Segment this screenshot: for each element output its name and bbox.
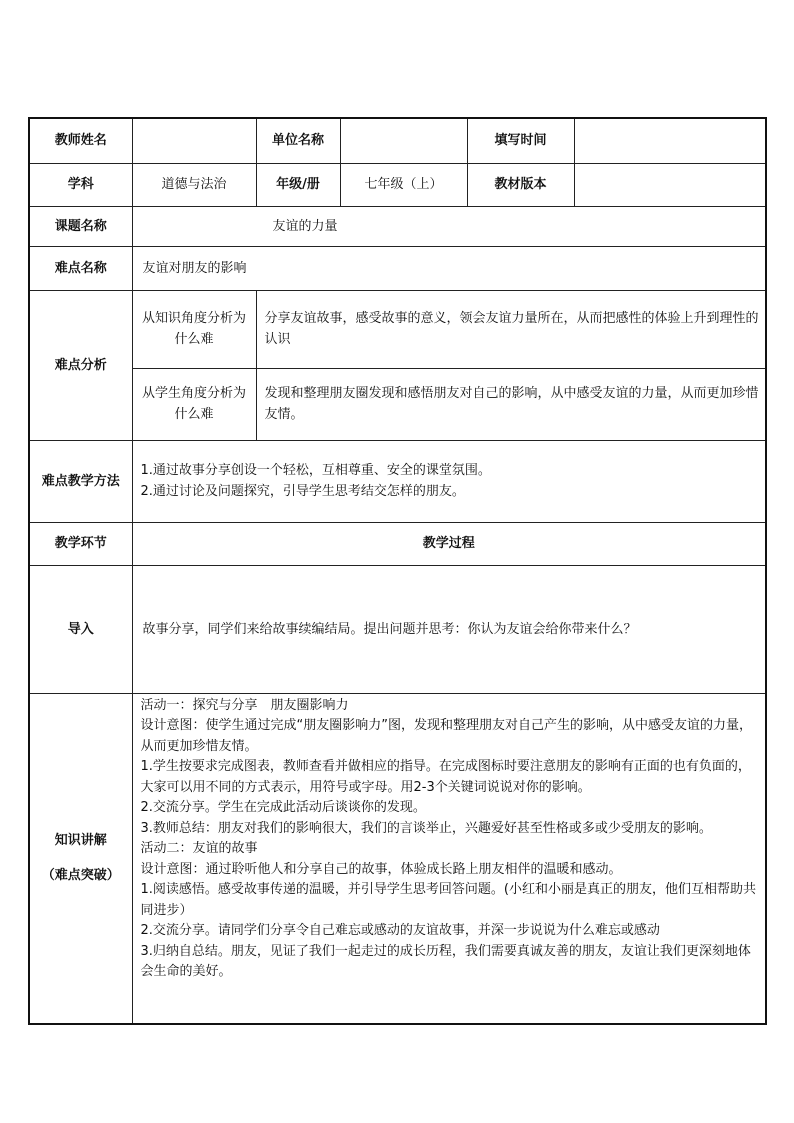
teacher-name-label: 教师姓名 — [29, 118, 132, 163]
topic-value: 友谊的力量 — [132, 206, 766, 246]
grade-label: 年级/册 — [256, 163, 340, 206]
knowledge-line: 1.学生按要求完成图表，教师查看并做相应的指导。在完成图标时要注意朋友的影响有正面的也有负面的，大家可以用不同的方式表示，用符号或字母。用2-3个关键词说说对你的影响。 — [140, 759, 751, 795]
stage-header: 教学环节 — [29, 522, 132, 565]
unit-name-label: 单位名称 — [256, 118, 340, 163]
intro-text: 故事分享，同学们来给故事续编结局。提出问题并思考：你认为友谊会给你带来什么？ — [132, 565, 766, 693]
knowledge-angle-text: 分享友谊故事，感受故事的意义，领会友谊力量所在，从而把感性的体验上升到理性的认识 — [256, 290, 766, 368]
knowledge-row — [29, 693, 766, 1024]
student-angle-text: 发现和整理朋友圈发现和感悟朋友对自己的影响，从中感受友谊的力量，从而更加珍惜友情。 — [256, 368, 766, 440]
process-header-row — [29, 522, 766, 565]
analysis-label: 难点分析 — [29, 290, 132, 440]
knowledge-line: 3.归纳自总结。朋友，见证了我们一起走过的成长历程，我们需要真诚友善的朋友，友谊让我们更深刻地体会生命的美好。 — [140, 943, 751, 979]
knowledge-sublabel: （难点突破） — [41, 868, 120, 884]
method-item: 1.通过故事分享创设一个轻松，互相尊重、安全的课堂氛围。 — [140, 463, 491, 478]
method-item: 2.通过讨论及问题探究，引导学生思考结交怎样的朋友。 — [140, 484, 465, 499]
difficulty-value: 友谊对朋友的影响 — [132, 246, 766, 290]
knowledge-angle-label: 从知识角度分析为什么难 — [132, 290, 256, 368]
topic-row — [29, 206, 766, 246]
process-header: 教学过程 — [132, 522, 766, 565]
header-row — [29, 118, 766, 163]
difficulty-label: 难点名称 — [29, 246, 132, 290]
knowledge-line: 活动二：友谊的故事 — [140, 841, 258, 856]
grade-value: 七年级（上） — [340, 163, 467, 206]
analysis-row-knowledge — [29, 290, 766, 368]
difficulty-row — [29, 246, 766, 290]
knowledge-line: 设计意图：通过聆听他人和分享自己的故事，体验成长路上朋友相伴的温暖和感动。 — [140, 861, 622, 877]
teacher-name-value — [132, 118, 256, 163]
fill-date-label: 填写时间 — [467, 118, 574, 163]
knowledge-content — [132, 693, 766, 1024]
topic-label: 课题名称 — [29, 206, 132, 246]
intro-label: 导入 — [29, 565, 132, 693]
knowledge-label: 知识讲解 — [54, 833, 107, 849]
fill-date-value — [574, 118, 766, 163]
knowledge-line: 2.交流分享。请同学们分享令自己难忘或感动的友谊故事，并深一步说说为什么难忘或感动 — [140, 923, 660, 938]
subject-label: 学科 — [29, 163, 132, 206]
knowledge-line: 1.阅读感悟。感受故事传递的温暖，并引导学生思考回答问题。(小红和小丽是真正的朋友，他们互相帮助共同进步） — [140, 882, 756, 918]
knowledge-line: 设计意图：使学生通过完成“朋友圈影响力”图，发现和整理朋友对自己产生的影响，从中感受友谊的力量，从而更加珍惜友情。 — [140, 718, 752, 754]
knowledge-line: 3.教师总结：朋友对我们的影响很大，我们的言谈举止，兴趣爱好甚至性格或多或少受朋友的影响。 — [140, 820, 712, 836]
textbook-value — [574, 163, 766, 206]
lesson-plan-table — [28, 117, 767, 1025]
analysis-row-student — [29, 368, 766, 440]
intro-row — [29, 565, 766, 693]
knowledge-label-cell — [29, 693, 132, 1024]
subject-value: 道德与法治 — [132, 163, 256, 206]
textbook-label: 教材版本 — [467, 163, 574, 206]
knowledge-line: 2.交流分享。学生在完成此活动后谈谈你的发现。 — [140, 800, 426, 815]
subject-row — [29, 163, 766, 206]
unit-name-value — [340, 118, 467, 163]
method-content — [132, 440, 766, 522]
method-label: 难点教学方法 — [29, 440, 132, 522]
student-angle-label: 从学生角度分析为什么难 — [132, 368, 256, 440]
knowledge-line: 活动一：探究与分享 朋友圈影响力 — [140, 697, 349, 713]
method-row — [29, 440, 766, 522]
